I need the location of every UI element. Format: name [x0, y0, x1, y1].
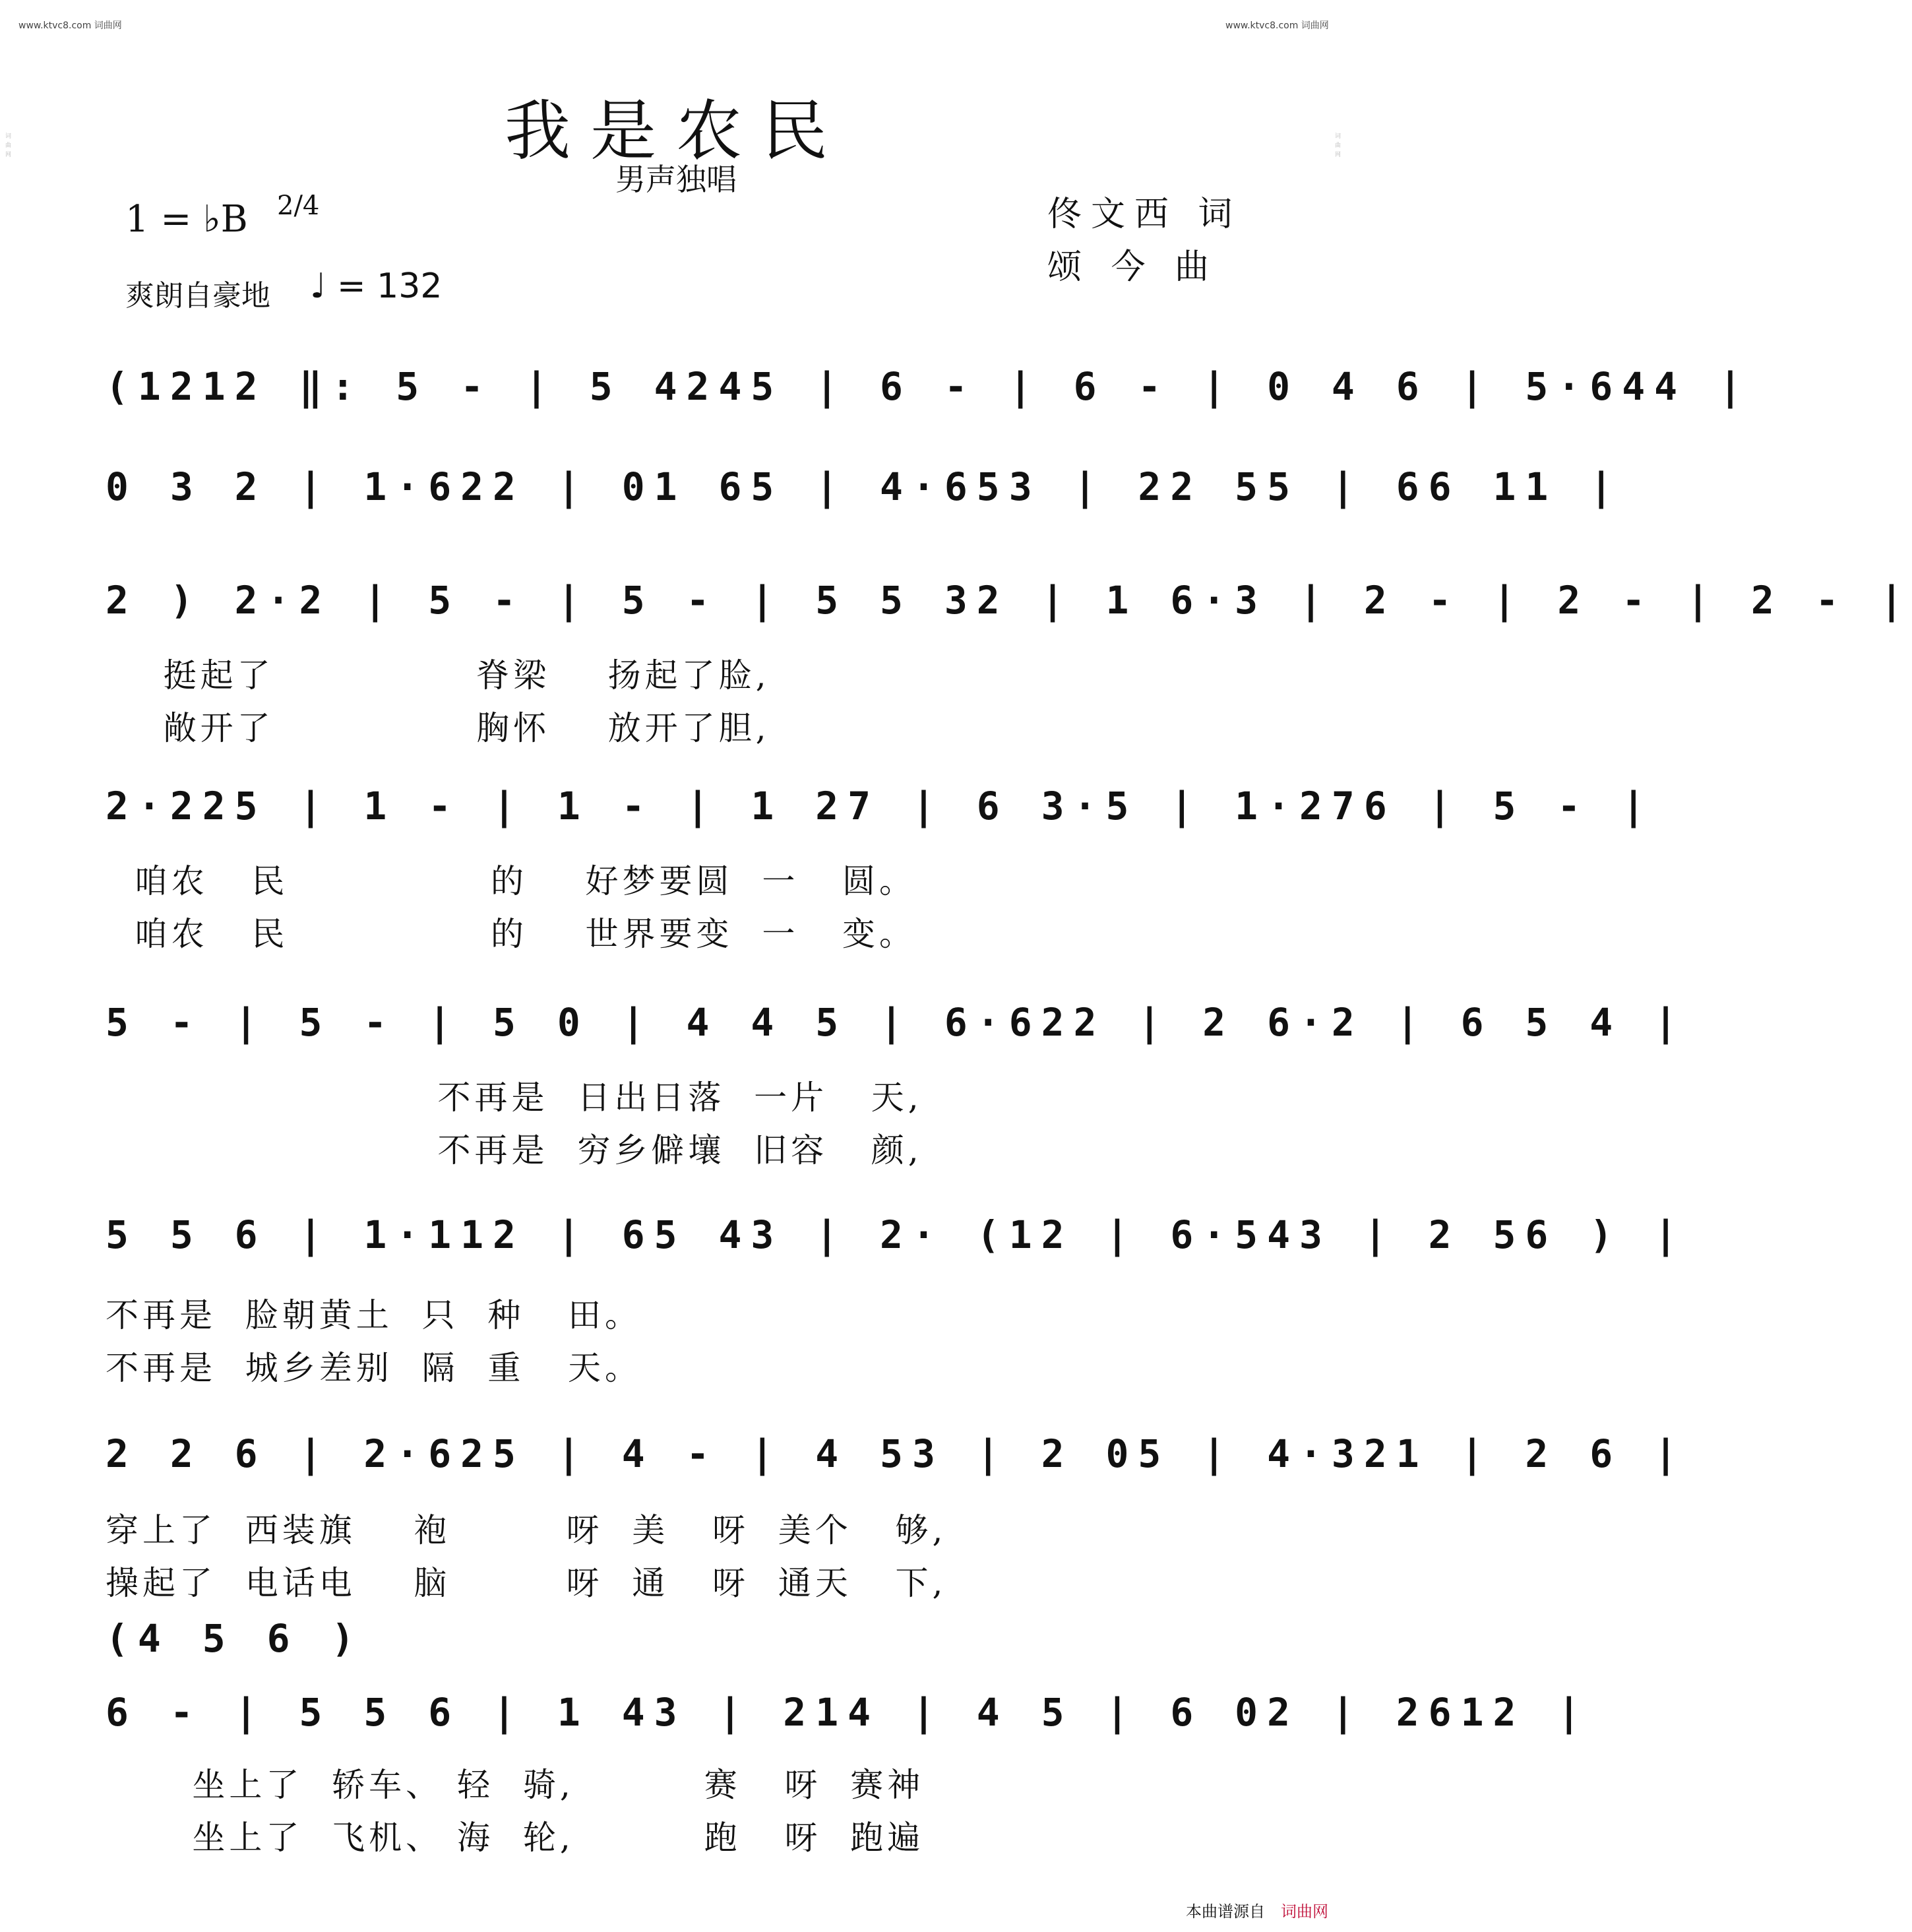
lyric-verse-1-line-6: 不再是 脸朝黄土 只 种 田。: [106, 1296, 642, 1334]
watermark-top-left: www.ktvc8.com 词曲网: [18, 20, 122, 31]
key-signature: 1 = ♭B: [125, 198, 248, 241]
tempo-bpm: ♩ = 132: [310, 266, 443, 306]
lyric-verse-2-line-4: 咱农 民 的 世界要变 一 变。: [106, 915, 917, 953]
notation-line-2: 0 3 2 | 1·622 | 01 65 | 4·653 | 22 55 | 66 11 |: [106, 464, 1622, 509]
footer-source-label: 本曲谱源自: [1186, 1902, 1265, 1921]
lyric-verse-2-line-8: 坐上了 飞机、 海 轮, 跑 呀 跑遍: [106, 1819, 925, 1857]
lyricist-credit: 佟文西 词: [1047, 195, 1242, 234]
tempo-expression: 爽朗自豪地: [125, 279, 270, 313]
notation-upper-line-8: (4 5 6 ): [106, 1616, 364, 1661]
lyric-verse-1-line-3: 挺起了 脊梁 扬起了脸,: [106, 656, 770, 695]
time-signature: 2/4: [277, 191, 320, 221]
notation-line-1: (1212 ‖: 5 - | 5 4245 | 6 - | 6 - | 0 4 6 | 5·644 |: [106, 364, 1751, 409]
lyric-verse-1-line-8: 坐上了 轿车、 轻 骑, 赛 呀 赛神: [106, 1766, 925, 1804]
notation-line-4: 2·225 | 1 - | 1 - | 1 27 | 6 3·5 | 1·276 | 5 - |: [106, 784, 1655, 828]
song-title: 我是农民: [505, 92, 848, 170]
song-subtitle: 男声独唱: [615, 162, 737, 197]
notation-line-8: 6 - | 5 5 6 | 1 43 | 214 | 4 5 | 6 02 | 2612 |: [106, 1690, 1590, 1735]
footer-site-logo: 词曲网: [1281, 1902, 1328, 1921]
notation-line-6: 5 5 6 | 1·112 | 65 43 | 2· (12 | 6·543 | 2 56 ) |: [106, 1212, 1687, 1257]
notation-line-3: 2 ) 2·2 | 5 - | 5 - | 5 5 32 | 1 6·3 | 2 - | 2 - | 2 - |: [106, 578, 1912, 623]
lyric-verse-1-line-5: 不再是 日出日落 一片 天,: [106, 1078, 923, 1117]
lyric-verse-1-line-7: 穿上了 西装旗 袍 呀 美 呀 美个 够,: [106, 1511, 947, 1549]
lyric-verse-1-line-4: 咱农 民 的 好梦要圆 一 圆。: [106, 862, 917, 900]
lyric-verse-2-line-3: 敞开了 胸怀 放开了胆,: [106, 709, 770, 747]
watermark-top-right: www.ktvc8.com 词曲网: [1225, 20, 1329, 31]
lyric-verse-2-line-5: 不再是 穷乡僻壤 旧容 颜,: [106, 1131, 923, 1169]
lyric-verse-2-line-6: 不再是 城乡差别 隔 重 天。: [106, 1349, 642, 1387]
notation-line-5: 5 - | 5 - | 5 0 | 4 4 5 | 6·622 | 2 6·2 | 6 5 4 |: [106, 1000, 1687, 1045]
composer-credit: 颂 今 曲: [1047, 247, 1219, 287]
notation-line-7: 2 2 6 | 2·625 | 4 - | 4 53 | 2 05 | 4·321 | 2 6 |: [106, 1431, 1687, 1476]
lyric-verse-2-line-7: 操起了 电话电 脑 呀 通 呀 通天 下,: [106, 1564, 947, 1602]
side-watermark-right: 词曲网: [1335, 133, 1341, 158]
side-watermark-left: 词曲网: [5, 133, 12, 158]
